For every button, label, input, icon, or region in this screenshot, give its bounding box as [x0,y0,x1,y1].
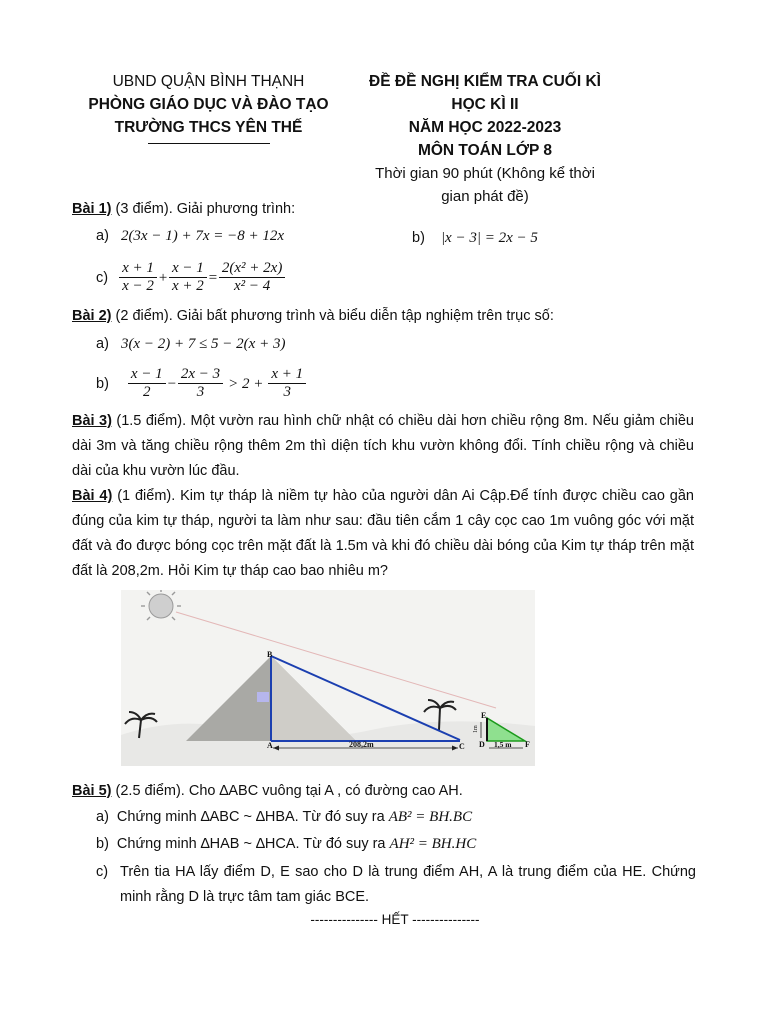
bai5-label: Bài 5) [72,783,112,799]
bai3-text: (1.5 điểm). Một vườn rau hình chữ nhật có chiều dài hơn chiều rộng 8m. Nếu giảm chiều dài 3m và tăng chiều rộng thêm 2m thì diện tích khu vườn không đổi. Tính chiều rộng và chiều dài của khu vườn lúc đầu. [72,413,694,479]
bai2-prompt-text: (2 điểm). Giải bất phương trình và biểu diễn tập nghiệm trên trục số: [111,308,554,324]
bai5-c [96,860,696,910]
bai2-b-fraction-1 [128,366,166,401]
pyramid-diagram [121,590,535,766]
point-label-d: D [479,740,485,749]
bai3-label: Bài 3) [72,413,112,429]
bai2-b [96,366,307,401]
point-label-a: A [267,741,273,750]
fraction-denominator: 3 [196,384,205,400]
point-label-e: E [481,711,487,720]
bai1-c-fraction-1 [119,260,157,295]
bai1-b-equation: |x − 3| = 2x − 5 [440,230,538,246]
fraction-denominator: 3 [283,384,291,400]
length-label-de: 1m [473,725,479,733]
fraction-denominator: x − 2 [122,278,154,294]
bai2-label: Bài 2) [72,308,112,324]
bai5-b [96,834,476,854]
subject: MÔN TOÁN LỚP 8 [417,142,553,159]
bai1-prompt [72,199,295,219]
exam-header [340,70,630,208]
fraction-numerator: x − 1 [169,260,207,278]
bai5-prompt [72,781,463,801]
bai5-c-text: Trên tia HA lấy điểm D, E sao cho D là trung điểm AH, A là trung điểm của HE. Chứng minh rằng D là trực tâm tam giác BCE. [120,864,696,905]
bai1-a [96,226,284,246]
greater-than-sign: > 2 + [228,375,264,392]
bai5-prompt-text: (2.5 điểm). Cho ∆ABC vuông tại A , có đường cao AH. [111,783,463,799]
bai2-a-label: a) [96,336,109,352]
bai4-label: Bài 4) [72,488,113,504]
bai1-c-fraction-3 [219,260,285,295]
school-header [66,70,351,144]
height-marker [257,692,269,702]
fraction-denominator: 2 [143,384,151,400]
bai5-a [96,807,472,827]
fraction-numerator: x + 1 [268,366,306,384]
end-marker: --------------- HẾT --------------- [310,912,480,927]
bai2-a-inequality: 3(x − 2) + 7 ≤ 5 − 2(x + 3) [120,336,286,352]
time-note-line2: gian phát đề) [441,188,529,205]
bai5-a-label: a) [96,809,109,825]
bai1-b-label: b) [412,230,425,246]
bai1-prompt-text: (3 điểm). Giải phương trình: [111,201,296,217]
bai4-paragraph [72,484,694,584]
minus-sign: − [166,375,177,392]
fraction-numerator: x + 1 [119,260,157,278]
bai3-paragraph [72,409,694,484]
bai1-b [412,228,538,248]
school-name: TRƯỜNG THCS YÊN THẾ [114,119,303,136]
equals-sign: = [207,269,218,286]
bai2-b-label: b) [96,375,109,392]
department-name: PHÒNG GIÁO DỤC VÀ ĐÀO TẠO [88,96,329,113]
bai5-b-formula: AH² = BH.HC [389,836,477,852]
semester: HỌC KÌ II [451,96,519,113]
bai1-c-label: c) [96,269,109,286]
fraction-denominator: x² − 4 [233,278,271,294]
bai5-a-text: Chứng minh ∆ABC ~ ∆HBA. Từ đó suy ra [116,809,389,825]
district-name: UBND QUẬN BÌNH THẠNH [112,73,305,90]
length-label-ac: 208,2m [349,740,374,749]
fraction-numerator: 2x − 3 [178,366,223,384]
bai5-c-label: c) [96,864,109,880]
point-label-f: F [525,740,530,749]
point-label-b: B [267,650,273,659]
bai5-b-text: Chứng minh ∆HAB ~ ∆HCA. Từ đó suy ra [116,836,390,852]
plus-sign: + [157,269,168,286]
bai1-a-equation: 2(3x − 1) + 7x = −8 + 12x [120,228,285,244]
fraction-numerator: x − 1 [128,366,166,384]
fraction-denominator: x + 2 [172,278,204,294]
time-note-line1: Thời gian 90 phút (Không kể thời [375,165,595,182]
bai5-a-formula: AB² = BH.BC [388,809,473,825]
school-year: NĂM HỌC 2022-2023 [408,119,562,136]
header-underline [148,143,270,144]
bai1-label: Bài 1) [72,201,112,217]
exam-title: ĐỀ ĐỀ NGHỊ KIỂM TRA CUỐI KÌ [369,73,601,90]
bai4-text: (1 điểm). Kim tự tháp là niềm tự hào của người dân Ai Cập.Để tính được chiều cao gần đúng của kim tự tháp, người ta làm như sau: đầu tiên cắm 1 cây cọc cao 1m vuông góc với mặt đất và đo được bóng cọc trên mặt đất là 1.5m và khi đó chiều dài bóng của Kim tự tháp trên mặt đất là 208,2m. Hỏi Kim tự tháp cao bao nhiêu m? [72,488,694,579]
bai1-c [96,260,286,295]
bai2-prompt [72,306,554,326]
bai2-b-fraction-2 [178,366,223,401]
bai5-b-label: b) [96,836,109,852]
pyramid-figure [121,590,535,766]
bai2-a [96,334,285,354]
fraction-numerator: 2(x² + 2x) [219,260,285,278]
point-label-c: C [459,742,465,751]
bai1-a-label: a) [96,228,109,244]
bai2-b-fraction-3 [268,366,306,401]
length-label-df: 1,5 m [494,740,512,749]
bai1-c-fraction-2 [169,260,207,295]
